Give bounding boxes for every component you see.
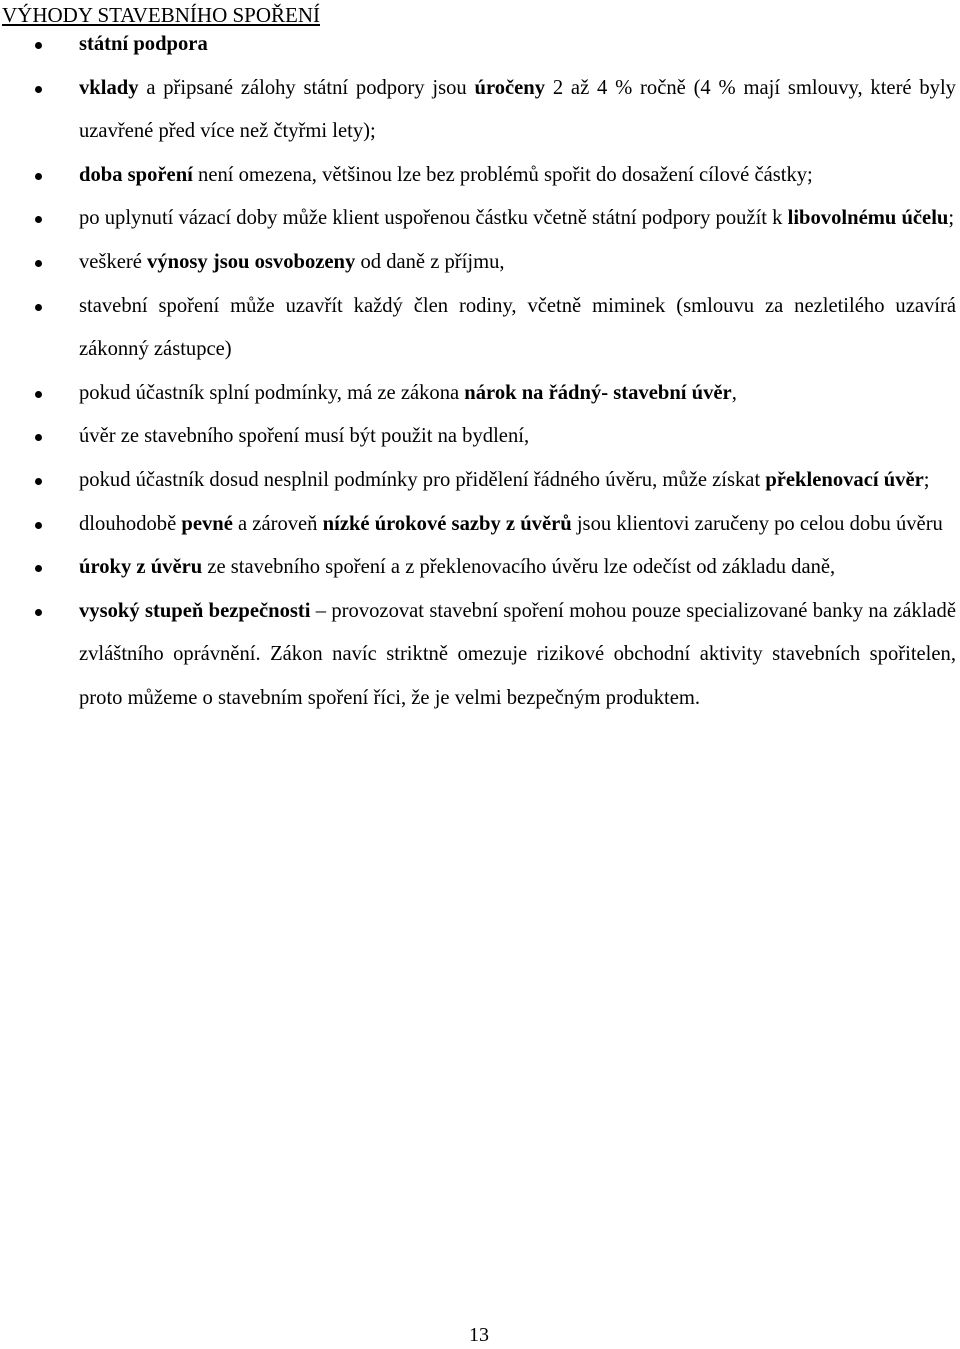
list-item xyxy=(0,590,960,721)
list-item xyxy=(0,154,960,198)
item-bold-text: nárok na řádný- stavební úvěr xyxy=(464,381,732,404)
bullet-icon xyxy=(35,478,42,485)
item-text: 2 až 4 % ročně (4 % mají smlouvy, které byly uzavřené před více než čtyřmi lety); xyxy=(79,76,956,143)
item-bold-text: výnosy jsou osvobozeny xyxy=(147,250,356,273)
page-number xyxy=(0,1323,959,1347)
list-item xyxy=(0,415,960,459)
item-text: jsou klientovi zaručeny po celou dobu úvěru xyxy=(571,512,943,535)
item-text: a připsané zálohy státní podpory jsou xyxy=(138,76,475,99)
list-item xyxy=(0,241,960,285)
bullet-icon xyxy=(35,304,42,311)
list-item xyxy=(0,23,960,67)
item-bold-text: nízké úrokové sazby z úvěrů xyxy=(322,512,572,535)
list-item xyxy=(0,197,960,241)
item-bold-text: překlenovací úvěr xyxy=(765,468,924,491)
item-bold-text: libovolnému účelu xyxy=(787,207,949,230)
item-bold-text: doba spoření xyxy=(79,163,193,186)
item-bold-text: úročeny xyxy=(474,76,546,99)
page-number-label: 13 xyxy=(469,1324,489,1346)
bullet-icon xyxy=(35,216,42,223)
item-text: pokud účastník splní podmínky, má ze zákona xyxy=(79,381,465,404)
list-item xyxy=(0,459,960,503)
item-text: a zároveň xyxy=(232,512,323,535)
bullet-icon xyxy=(35,42,42,49)
bullet-icon xyxy=(35,260,42,267)
bullet-icon xyxy=(35,434,42,441)
item-bold-text: vysoký stupeň bezpečnosti xyxy=(79,599,311,622)
item-bold-text: vklady xyxy=(79,76,139,99)
list-item xyxy=(0,503,960,547)
list-item xyxy=(0,372,960,416)
item-text: od daně z příjmu, xyxy=(355,250,505,273)
bullet-icon xyxy=(35,173,42,180)
item-text: – provozovat stavební spoření mohou pouze specializované banky na základě zvláštního oprávnění. Zákon navíc striktně omezuje rizikové obchodní aktivity stavebních spořitelen, proto můžeme o stavebním spoření říci, že je velmi bezpečným produktem. xyxy=(79,599,956,709)
advantages-list xyxy=(0,23,960,721)
bullet-icon xyxy=(35,522,42,529)
bullet-icon xyxy=(35,609,42,616)
bullet-icon xyxy=(35,86,42,93)
item-text: úvěr ze stavebního spoření musí být použit na bydlení, xyxy=(79,425,530,448)
item-bold-text: úroky z úvěru xyxy=(79,556,203,579)
list-item xyxy=(0,546,960,590)
item-bold-text: státní podpora xyxy=(79,33,208,55)
item-bold-text: pevné xyxy=(181,512,233,535)
item-text: ; xyxy=(923,468,930,491)
item-text: ze stavebního spoření a z překlenovacího úvěru lze odečíst od základu daně, xyxy=(202,556,836,579)
bullet-icon xyxy=(35,391,42,398)
section-heading: VÝHODY STAVEBNÍHO SPOŘENÍ xyxy=(2,3,321,27)
list-item xyxy=(0,285,960,372)
item-text: veškeré xyxy=(79,250,148,273)
item-text: , xyxy=(731,381,737,404)
item-text: dlouhodobě xyxy=(79,512,182,535)
item-text: stavební spoření může uzavřít každý člen rodiny, včetně miminek (smlouvu za nezletilého uzavírá zákonný zástupce) xyxy=(79,294,956,361)
item-text: po uplynutí vázací doby může klient uspořenou částku včetně státní podpory použít k xyxy=(79,207,788,230)
item-text: není omezena, většinou lze bez problémů spořit do dosažení cílové částky; xyxy=(192,163,813,186)
list-item xyxy=(0,67,960,154)
bullet-icon xyxy=(35,565,42,572)
item-text: ; xyxy=(948,207,955,230)
item-text: pokud účastník dosud nesplnil podmínky pro přidělení řádného úvěru, může získat xyxy=(79,468,766,491)
